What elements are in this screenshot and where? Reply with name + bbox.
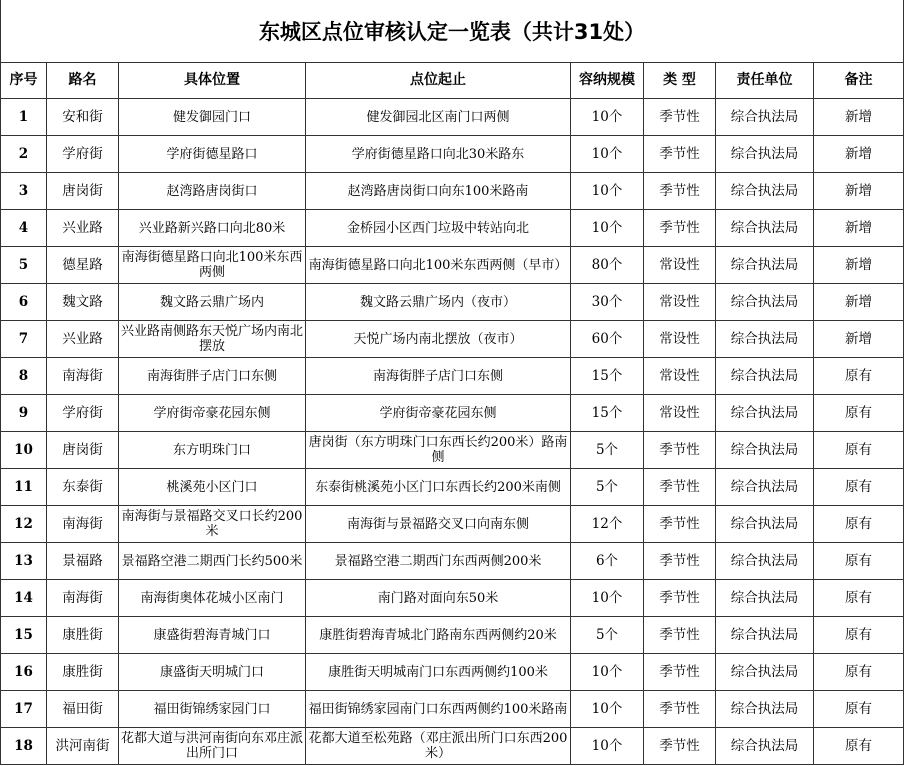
cell-remark[interactable]: 原有	[814, 617, 904, 654]
cell-location[interactable]: 南海街德星路口向北100米东西两侧	[119, 247, 306, 284]
cell-unit[interactable]: 综合执法局	[716, 432, 814, 469]
cell-remark[interactable]: 原有	[814, 728, 904, 765]
cell-road[interactable]: 学府街	[47, 395, 119, 432]
cell-remark[interactable]: 新增	[814, 321, 904, 358]
cell-unit[interactable]: 综合执法局	[716, 654, 814, 691]
cell-type[interactable]: 季节性	[644, 654, 716, 691]
header-row	[1, 63, 904, 99]
cell-no[interactable]: 2	[1, 136, 47, 173]
cell-range[interactable]: 景福路空港二期西门东西两侧200米	[306, 543, 571, 580]
cell-location[interactable]: 花都大道与洪河南街向东邓庄派出所门口	[119, 728, 306, 765]
cell-remark[interactable]: 新增	[814, 99, 904, 136]
cell-remark[interactable]: 原有	[814, 395, 904, 432]
cell-capacity[interactable]: 10个	[571, 580, 644, 617]
cell-type[interactable]: 季节性	[644, 136, 716, 173]
cell-no[interactable]: 18	[1, 728, 47, 765]
cell-capacity[interactable]: 10个	[571, 691, 644, 728]
cell-range[interactable]: 唐岗街（东方明珠门口东西长约200米）路南侧	[306, 432, 571, 469]
cell-capacity[interactable]: 10个	[571, 173, 644, 210]
table-row	[1, 506, 904, 543]
cell-location[interactable]: 桃溪苑小区门口	[119, 469, 306, 506]
cell-range[interactable]: 南海街与景福路交叉口向南东侧	[306, 506, 571, 543]
cell-location[interactable]: 南海街胖子店门口东侧	[119, 358, 306, 395]
cell-location[interactable]: 学府街帝豪花园东侧	[119, 395, 306, 432]
table-row	[1, 284, 904, 321]
cell-unit[interactable]: 综合执法局	[716, 543, 814, 580]
cell-no[interactable]: 17	[1, 691, 47, 728]
cell-range[interactable]: 康胜街天明城南门口东西两侧约100米	[306, 654, 571, 691]
cell-capacity[interactable]: 6个	[571, 543, 644, 580]
cell-range[interactable]: 健发御园北区南门口两侧	[306, 99, 571, 136]
cell-no[interactable]: 12	[1, 506, 47, 543]
header-location[interactable]: 具体位置	[119, 63, 306, 99]
cell-unit[interactable]: 综合执法局	[716, 210, 814, 247]
cell-location[interactable]: 南海街与景福路交叉口长约200米	[119, 506, 306, 543]
cell-road[interactable]: 兴业路	[47, 210, 119, 247]
cell-capacity[interactable]: 5个	[571, 469, 644, 506]
cell-unit[interactable]: 综合执法局	[716, 580, 814, 617]
cell-location[interactable]: 康盛街碧海青城门口	[119, 617, 306, 654]
header-no[interactable]: 序号	[1, 63, 47, 99]
cell-remark[interactable]: 新增	[814, 173, 904, 210]
cell-road[interactable]: 景福路	[47, 543, 119, 580]
cell-type[interactable]: 季节性	[644, 99, 716, 136]
points-table	[0, 62, 904, 765]
table-row	[1, 136, 904, 173]
cell-location[interactable]: 兴业路新兴路口向北80米	[119, 210, 306, 247]
cell-location[interactable]: 学府街德星路口	[119, 136, 306, 173]
cell-type[interactable]: 季节性	[644, 543, 716, 580]
table-row	[1, 395, 904, 432]
cell-type[interactable]: 季节性	[644, 469, 716, 506]
cell-location[interactable]: 南海街奥体花城小区南门	[119, 580, 306, 617]
cell-no[interactable]: 9	[1, 395, 47, 432]
cell-road[interactable]: 学府街	[47, 136, 119, 173]
cell-road[interactable]: 东泰街	[47, 469, 119, 506]
cell-road[interactable]: 洪河南街	[47, 728, 119, 765]
cell-capacity[interactable]: 5个	[571, 432, 644, 469]
cell-no[interactable]: 14	[1, 580, 47, 617]
cell-road[interactable]: 南海街	[47, 580, 119, 617]
table-row	[1, 99, 904, 136]
cell-range[interactable]: 南海街德星路口向北100米东西两侧（早市）	[306, 247, 571, 284]
table-row	[1, 173, 904, 210]
cell-road[interactable]: 魏文路	[47, 284, 119, 321]
cell-range[interactable]: 福田街锦绣家园南门口东西两侧约100米路南	[306, 691, 571, 728]
cell-no[interactable]: 5	[1, 247, 47, 284]
cell-capacity[interactable]: 10个	[571, 654, 644, 691]
table-row	[1, 210, 904, 247]
table-row	[1, 691, 904, 728]
cell-road[interactable]: 南海街	[47, 506, 119, 543]
cell-unit[interactable]: 综合执法局	[716, 617, 814, 654]
cell-location[interactable]: 康盛街天明城门口	[119, 654, 306, 691]
cell-road[interactable]: 南海街	[47, 358, 119, 395]
header-type[interactable]: 类 型	[644, 63, 716, 99]
cell-no[interactable]: 8	[1, 358, 47, 395]
cell-no[interactable]: 6	[1, 284, 47, 321]
cell-road[interactable]: 康胜街	[47, 654, 119, 691]
cell-remark[interactable]: 原有	[814, 358, 904, 395]
cell-remark[interactable]: 新增	[814, 247, 904, 284]
header-capacity[interactable]: 容纳规模	[571, 63, 644, 99]
cell-no[interactable]: 11	[1, 469, 47, 506]
cell-type[interactable]: 常设性	[644, 284, 716, 321]
cell-type[interactable]: 季节性	[644, 506, 716, 543]
cell-capacity[interactable]: 10个	[571, 99, 644, 136]
cell-remark[interactable]: 新增	[814, 136, 904, 173]
cell-range[interactable]: 花都大道至松苑路（邓庄派出所门口东西200米）	[306, 728, 571, 765]
table-row	[1, 617, 904, 654]
cell-remark[interactable]: 新增	[814, 284, 904, 321]
cell-remark[interactable]: 原有	[814, 691, 904, 728]
cell-unit[interactable]: 综合执法局	[716, 247, 814, 284]
cell-location[interactable]: 兴业路南侧路东天悦广场内南北摆放	[119, 321, 306, 358]
cell-unit[interactable]: 综合执法局	[716, 469, 814, 506]
cell-range[interactable]: 南门路对面向东50米	[306, 580, 571, 617]
table-row	[1, 654, 904, 691]
cell-type[interactable]: 季节性	[644, 580, 716, 617]
cell-capacity[interactable]: 30个	[571, 284, 644, 321]
cell-no[interactable]: 4	[1, 210, 47, 247]
cell-range[interactable]: 天悦广场内南北摆放（夜市）	[306, 321, 571, 358]
cell-type[interactable]: 季节性	[644, 728, 716, 765]
cell-unit[interactable]: 综合执法局	[716, 358, 814, 395]
cell-road[interactable]: 福田街	[47, 691, 119, 728]
cell-no[interactable]: 13	[1, 543, 47, 580]
cell-capacity[interactable]: 12个	[571, 506, 644, 543]
cell-unit[interactable]: 综合执法局	[716, 506, 814, 543]
cell-range[interactable]: 金桥园小区西门垃圾中转站向北	[306, 210, 571, 247]
cell-type[interactable]: 季节性	[644, 617, 716, 654]
cell-remark[interactable]: 原有	[814, 580, 904, 617]
cell-range[interactable]: 赵湾路唐岗街口向东100米路南	[306, 173, 571, 210]
cell-capacity[interactable]: 80个	[571, 247, 644, 284]
cell-remark[interactable]: 新增	[814, 210, 904, 247]
table-row	[1, 543, 904, 580]
table-row	[1, 321, 904, 358]
cell-remark[interactable]: 原有	[814, 469, 904, 506]
cell-no[interactable]: 15	[1, 617, 47, 654]
cell-road[interactable]: 唐岗街	[47, 432, 119, 469]
cell-location[interactable]: 健发御园门口	[119, 99, 306, 136]
table-row	[1, 432, 904, 469]
cell-range[interactable]: 东泰街桃溪苑小区门口东西长约200米南侧	[306, 469, 571, 506]
cell-road[interactable]: 德星路	[47, 247, 119, 284]
table-row	[1, 728, 904, 765]
cell-unit[interactable]: 综合执法局	[716, 395, 814, 432]
cell-unit[interactable]: 综合执法局	[716, 321, 814, 358]
cell-road[interactable]: 康胜街	[47, 617, 119, 654]
cell-range[interactable]: 南海街胖子店门口东侧	[306, 358, 571, 395]
cell-capacity[interactable]: 60个	[571, 321, 644, 358]
cell-no[interactable]: 7	[1, 321, 47, 358]
cell-remark[interactable]: 原有	[814, 506, 904, 543]
cell-unit[interactable]: 综合执法局	[716, 728, 814, 765]
sheet-title: 东城区点位审核认定一览表（共计31处）	[0, 0, 904, 62]
cell-unit[interactable]: 综合执法局	[716, 284, 814, 321]
cell-no[interactable]: 16	[1, 654, 47, 691]
header-range[interactable]: 点位起止	[306, 63, 571, 99]
header-remark[interactable]: 备注	[814, 63, 904, 99]
cell-type[interactable]: 常设性	[644, 358, 716, 395]
cell-remark[interactable]: 原有	[814, 432, 904, 469]
header-road[interactable]: 路名	[47, 63, 119, 99]
cell-unit[interactable]: 综合执法局	[716, 99, 814, 136]
cell-capacity[interactable]: 10个	[571, 728, 644, 765]
cell-type[interactable]: 常设性	[644, 247, 716, 284]
cell-type[interactable]: 季节性	[644, 691, 716, 728]
cell-remark[interactable]: 原有	[814, 543, 904, 580]
cell-capacity[interactable]: 5个	[571, 617, 644, 654]
cell-remark[interactable]: 原有	[814, 654, 904, 691]
cell-no[interactable]: 10	[1, 432, 47, 469]
table-row	[1, 358, 904, 395]
cell-road[interactable]: 唐岗街	[47, 173, 119, 210]
cell-road[interactable]: 兴业路	[47, 321, 119, 358]
table-row	[1, 580, 904, 617]
cell-range[interactable]: 学府街德星路口向北30米路东	[306, 136, 571, 173]
cell-capacity[interactable]: 15个	[571, 358, 644, 395]
cell-range[interactable]: 学府街帝豪花园东侧	[306, 395, 571, 432]
cell-no[interactable]: 3	[1, 173, 47, 210]
cell-road[interactable]: 安和街	[47, 99, 119, 136]
cell-capacity[interactable]: 10个	[571, 210, 644, 247]
cell-range[interactable]: 康胜街碧海青城北门路南东西两侧约20米	[306, 617, 571, 654]
cell-unit[interactable]: 综合执法局	[716, 173, 814, 210]
cell-location[interactable]: 魏文路云鼎广场内	[119, 284, 306, 321]
cell-no[interactable]: 1	[1, 99, 47, 136]
cell-capacity[interactable]: 10个	[571, 136, 644, 173]
cell-type[interactable]: 常设性	[644, 321, 716, 358]
table-row	[1, 247, 904, 284]
cell-type[interactable]: 常设性	[644, 395, 716, 432]
cell-location[interactable]: 福田街锦绣家园门口	[119, 691, 306, 728]
cell-type[interactable]: 季节性	[644, 432, 716, 469]
table-row	[1, 469, 904, 506]
cell-location[interactable]: 东方明珠门口	[119, 432, 306, 469]
cell-location[interactable]: 景福路空港二期西门长约500米	[119, 543, 306, 580]
header-unit[interactable]: 责任单位	[716, 63, 814, 99]
cell-type[interactable]: 季节性	[644, 210, 716, 247]
cell-unit[interactable]: 综合执法局	[716, 691, 814, 728]
cell-location[interactable]: 赵湾路唐岗街口	[119, 173, 306, 210]
cell-type[interactable]: 季节性	[644, 173, 716, 210]
cell-unit[interactable]: 综合执法局	[716, 136, 814, 173]
cell-capacity[interactable]: 15个	[571, 395, 644, 432]
cell-range[interactable]: 魏文路云鼎广场内（夜市）	[306, 284, 571, 321]
